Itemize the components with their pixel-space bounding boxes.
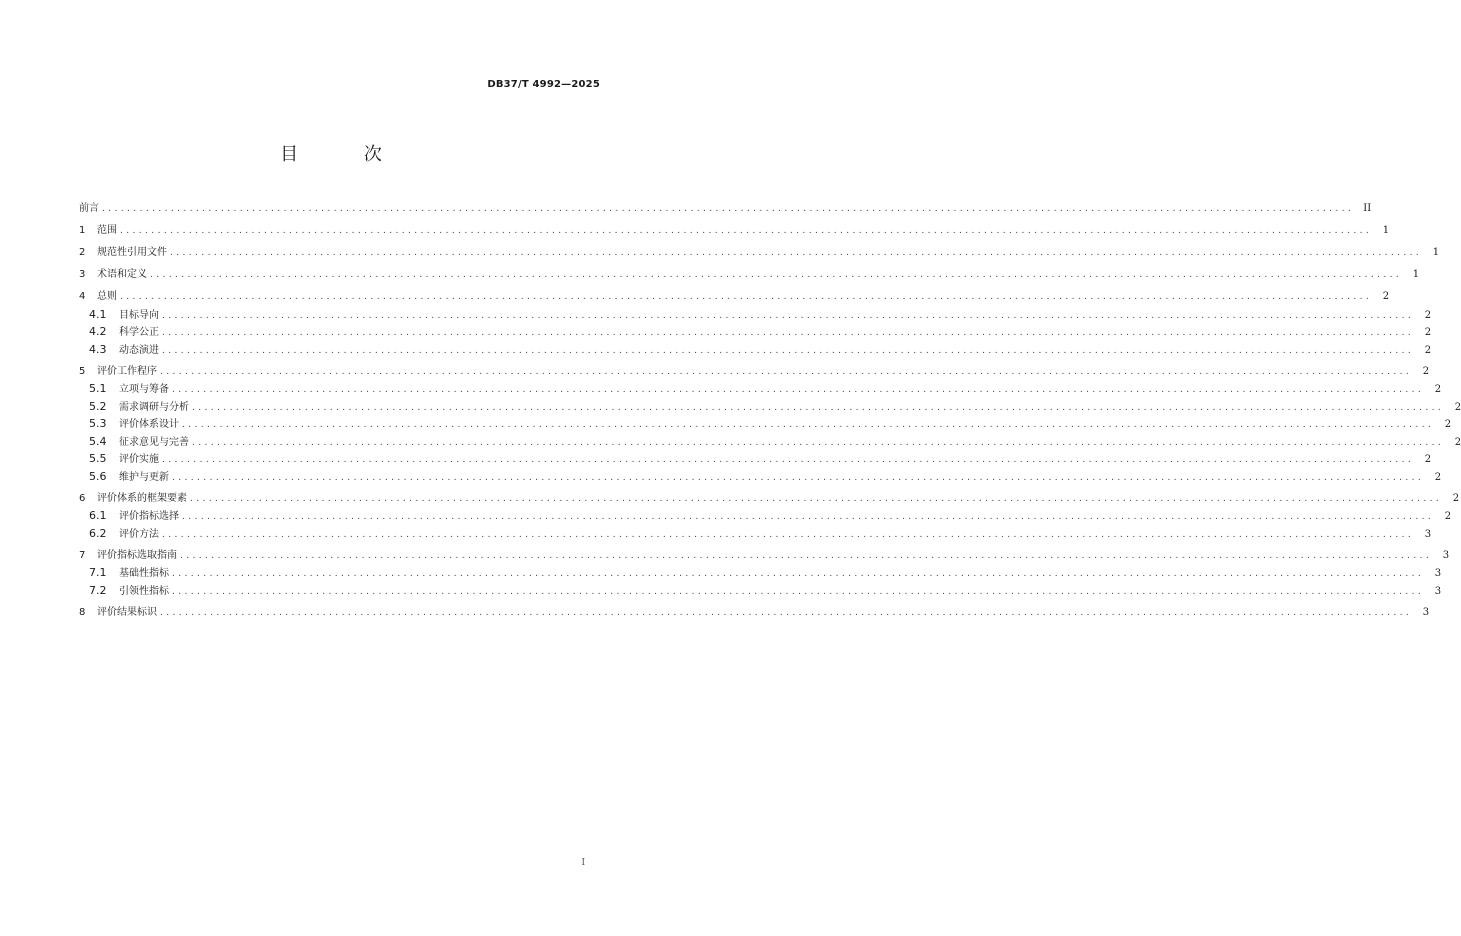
- toc-entry-number: 7.2: [89, 583, 107, 597]
- toc-entry-page: 1: [1412, 269, 1420, 280]
- toc-entry-label: 范围: [97, 225, 117, 236]
- toc-entry-page: 1: [1432, 247, 1440, 258]
- toc-entry[interactable]: [79, 564, 1442, 582]
- toc-entry-page: 2: [1424, 327, 1432, 338]
- toc-leader-dots: ........................................................................................................................................................................................................: [162, 455, 1415, 465]
- toc-entry[interactable]: [79, 323, 1432, 341]
- toc-entry-number: 4.1: [89, 307, 107, 321]
- toc-entry-number: 5.4: [89, 434, 107, 448]
- toc-entry-page: 2: [1422, 365, 1430, 377]
- toc-entry-number: 6.2: [89, 526, 107, 540]
- toc-entry-page: 2: [1382, 291, 1390, 302]
- toc-entry-page: 3: [1422, 606, 1430, 618]
- toc-entry-number: 4.2: [89, 325, 107, 338]
- toc-entry[interactable]: [79, 547, 1450, 565]
- toc-entry-label: 引领性指标: [119, 585, 169, 597]
- toc-entry-label: 评价方法: [119, 528, 159, 540]
- toc-entry-page: 2: [1454, 401, 1461, 413]
- toc-entry-number: 5.5: [89, 452, 107, 465]
- toc-entry-label: 评价工作程序: [97, 365, 157, 377]
- document-code: DB37/T 4992—2025: [487, 79, 600, 90]
- toc-entry[interactable]: [79, 200, 1372, 218]
- toc-entry-label: 动态演进: [119, 344, 159, 356]
- toc-leader-dots: ........................................................................................................................................................................................................: [162, 529, 1415, 540]
- toc-entry-number: 5.3: [89, 417, 107, 430]
- toc-entry-number: 7.1: [89, 566, 107, 579]
- toc-leader-dots: ........................................................................................................................................................................................................: [162, 310, 1415, 321]
- toc-entry-page: 2: [1434, 471, 1442, 483]
- toc-entry[interactable]: [79, 222, 1390, 240]
- toc-entry[interactable]: [79, 604, 1430, 622]
- toc-entry-page: II: [1363, 203, 1372, 214]
- toc-entry-number: 2: [79, 247, 86, 258]
- toc-leader-dots: ........................................................................................................................................................................................................: [172, 472, 1425, 483]
- toc-entry-label: 评价体系的框架要素: [97, 492, 187, 504]
- toc-entry-label: 评价实施: [119, 454, 159, 465]
- toc-entry[interactable]: [79, 244, 1440, 262]
- toc-entry[interactable]: [79, 341, 1432, 359]
- footer-page-number: I: [581, 858, 585, 868]
- toc-entry-label: 总则: [97, 291, 117, 302]
- toc-entry-label: 评价指标选择: [119, 511, 179, 522]
- toc-entry-label: 维护与更新: [119, 471, 169, 483]
- toc-entry-page: 3: [1442, 549, 1450, 561]
- toc-entry-label: 立项与筹备: [119, 384, 169, 395]
- toc-entry-number: 7: [79, 549, 86, 561]
- toc-entry-number: 1: [79, 225, 86, 236]
- toc-leader-dots: ........................................................................................................................................................................................................: [180, 550, 1433, 561]
- toc-entry-page: 2: [1424, 309, 1432, 321]
- toc-entry-number: 5.2: [89, 399, 107, 413]
- toc-leader-dots: ........................................................................................................................................................................................................: [172, 569, 1425, 579]
- toc-leader-dots: ........................................................................................................................................................................................................: [162, 328, 1415, 338]
- toc-entry-label: 科学公正: [119, 327, 159, 338]
- toc-entry[interactable]: [79, 490, 1460, 508]
- toc-entry-label: 评价结果标识: [97, 606, 157, 618]
- toc-entry-number: 5.1: [89, 382, 107, 395]
- page-title: 目 次: [280, 144, 412, 165]
- toc-entry-number: 6: [79, 492, 86, 504]
- toc-entry-page: 2: [1424, 344, 1432, 356]
- toc-entry[interactable]: [79, 288, 1390, 306]
- toc-leader-dots: ........................................................................................................................................................................................................: [192, 402, 1445, 413]
- toc-entry-number: 6.1: [89, 509, 107, 522]
- toc-entry[interactable]: [79, 266, 1420, 284]
- toc-entry[interactable]: [79, 582, 1442, 600]
- toc-entry[interactable]: [79, 306, 1432, 324]
- toc-entry-page: 2: [1452, 492, 1460, 504]
- toc-entry-label: 评价指标选取指南: [97, 549, 177, 561]
- toc-entry-number: 5.6: [89, 469, 107, 483]
- toc-leader-dots: ........................................................................................................................................................................................................: [162, 345, 1415, 356]
- toc-entry-label: 术语和定义: [97, 269, 147, 280]
- toc-entry-label: 规范性引用文件: [97, 247, 167, 258]
- toc-entry-number: 8: [79, 606, 86, 618]
- toc-entry-label: 评价体系设计: [119, 419, 179, 430]
- toc-entry-page: 3: [1434, 585, 1442, 597]
- toc-leader-dots: ........................................................................................................................................................................................................: [192, 437, 1445, 448]
- toc-entry-page: 2: [1444, 511, 1452, 522]
- toc-entry-label: 征求意见与完善: [119, 436, 189, 448]
- toc-leader-dots: ........................................................................................................................................................................................................: [160, 366, 1413, 377]
- toc-entry-number: 4: [79, 291, 86, 302]
- toc-leader-dots: ........................................................................................................................................................................................................: [172, 385, 1425, 395]
- toc-entry-label: 前言: [79, 203, 99, 214]
- toc-entry-page: 2: [1444, 419, 1452, 430]
- toc-leader-dots: ........................................................................................................................................................................................................: [102, 204, 1355, 214]
- toc-entry[interactable]: [79, 468, 1442, 486]
- toc-entry[interactable]: [79, 415, 1452, 433]
- toc-leader-dots: ........................................................................................................................................................................................................: [160, 607, 1413, 618]
- toc-leader-dots: ........................................................................................................................................................................................................: [190, 493, 1443, 504]
- toc-entry-page: 3: [1424, 528, 1432, 540]
- toc-entry[interactable]: [79, 398, 1461, 416]
- toc-entry-page: 2: [1434, 384, 1442, 395]
- toc-leader-dots: ........................................................................................................................................................................................................: [120, 292, 1373, 302]
- toc-entry-page: 2: [1454, 436, 1461, 448]
- toc-entry[interactable]: [79, 380, 1442, 398]
- toc-leader-dots: ........................................................................................................................................................................................................: [172, 586, 1425, 597]
- toc-entry-page: 3: [1434, 568, 1442, 579]
- toc-entry-label: 目标导向: [119, 309, 159, 321]
- toc-entry[interactable]: [79, 507, 1452, 525]
- toc-leader-dots: ........................................................................................................................................................................................................: [182, 420, 1435, 430]
- toc-entry-number: 4.3: [89, 342, 107, 356]
- toc-entry[interactable]: [79, 525, 1432, 543]
- toc-entry-label: 基础性指标: [119, 568, 169, 579]
- toc-leader-dots: ........................................................................................................................................................................................................: [150, 270, 1403, 280]
- table-of-contents: [79, 200, 1461, 621]
- toc-entry[interactable]: [79, 433, 1461, 451]
- toc-leader-dots: ........................................................................................................................................................................................................: [170, 248, 1423, 258]
- toc-leader-dots: ........................................................................................................................................................................................................: [120, 226, 1373, 236]
- toc-entry-page: 1: [1382, 225, 1390, 236]
- toc-entry[interactable]: [79, 450, 1432, 468]
- toc-entry[interactable]: [79, 363, 1430, 381]
- toc-entry-page: 2: [1424, 454, 1432, 465]
- toc-entry-number: 3: [79, 269, 86, 280]
- toc-leader-dots: ........................................................................................................................................................................................................: [182, 512, 1435, 522]
- toc-entry-number: 5: [79, 365, 86, 377]
- toc-entry-label: 需求调研与分析: [119, 401, 189, 413]
